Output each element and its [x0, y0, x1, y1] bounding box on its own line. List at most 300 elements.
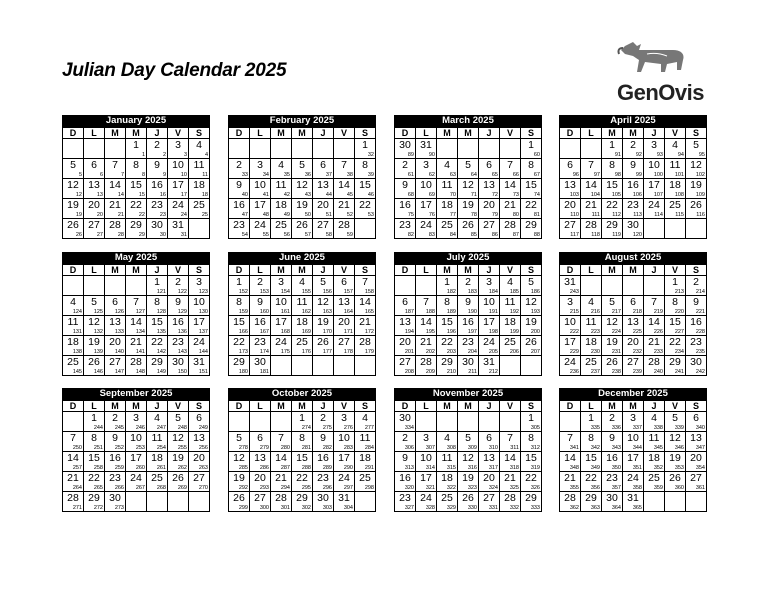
julian-day: 309	[467, 445, 477, 451]
day-cell	[250, 199, 271, 219]
day-number: 22	[296, 472, 308, 484]
day-number: 17	[193, 316, 205, 328]
day-cell	[168, 432, 189, 452]
weekday-label: V	[665, 128, 686, 139]
day-number: 18	[275, 199, 287, 211]
empty-cell	[63, 412, 84, 432]
julian-day: 127	[135, 309, 145, 315]
day-number: 4	[196, 139, 202, 151]
day-cell	[126, 316, 147, 336]
day-cell	[334, 472, 355, 492]
julian-day: 169	[301, 329, 311, 335]
day-cell	[63, 219, 84, 239]
day-cell	[581, 296, 602, 316]
day-cell	[126, 139, 147, 159]
julian-day: 134	[135, 329, 145, 335]
day-cell	[126, 432, 147, 452]
day-number: 25	[648, 472, 660, 484]
julian-day: 328	[425, 505, 435, 511]
day-cell	[168, 336, 189, 356]
weekday-label: J	[644, 128, 665, 139]
julian-day: 34	[262, 172, 269, 178]
day-number: 12	[296, 179, 308, 191]
day-number: 25	[296, 336, 308, 348]
julian-day: 68	[407, 192, 414, 198]
day-number: 3	[567, 296, 573, 308]
day-cell	[292, 472, 313, 492]
empty-cell	[581, 276, 602, 296]
month-header: April 2025	[559, 115, 707, 127]
weekday-label: M	[623, 265, 644, 276]
day-number: 13	[399, 316, 411, 328]
julian-day: 187	[404, 309, 414, 315]
empty-cell	[229, 139, 250, 159]
julian-day: 209	[425, 369, 435, 375]
julian-day: 323	[467, 485, 477, 491]
julian-day: 336	[611, 425, 621, 431]
julian-day: 253	[135, 445, 145, 451]
day-cell	[84, 452, 105, 472]
julian-day: 342	[590, 445, 600, 451]
weekday-label: L	[581, 128, 602, 139]
weekday-label: M	[126, 401, 147, 412]
day-number: 7	[341, 159, 347, 171]
day-cell	[271, 492, 292, 512]
julian-day: 73	[512, 192, 519, 198]
weekday-label: D	[395, 128, 416, 139]
day-number: 3	[257, 159, 263, 171]
day-number: 11	[441, 179, 453, 191]
day-number: 10	[254, 179, 266, 191]
julian-day: 314	[425, 465, 435, 471]
day-cell	[395, 432, 416, 452]
empty-cell	[84, 139, 105, 159]
day-number: 28	[275, 492, 287, 504]
julian-day: 208	[404, 369, 414, 375]
day-number: 17	[420, 472, 432, 484]
day-cell	[126, 219, 147, 239]
day-number: 13	[483, 179, 495, 191]
julian-day: 341	[569, 445, 579, 451]
julian-day: 72	[491, 192, 498, 198]
day-cell	[602, 452, 623, 472]
day-number: 27	[483, 219, 495, 231]
day-cell	[168, 179, 189, 199]
julian-day: 90	[428, 152, 435, 158]
weekday-label: M	[623, 128, 644, 139]
day-number: 25	[275, 219, 287, 231]
day-number: 4	[588, 296, 594, 308]
day-cell	[292, 219, 313, 239]
day-cell	[521, 296, 542, 316]
julian-day: 350	[611, 465, 621, 471]
day-number: 15	[359, 179, 371, 191]
day-cell	[63, 356, 84, 376]
empty-cell	[313, 356, 334, 376]
empty-cell	[105, 276, 126, 296]
day-cell	[581, 452, 602, 472]
day-cell	[105, 336, 126, 356]
day-number: 29	[88, 492, 100, 504]
day-number: 24	[483, 336, 495, 348]
day-cell	[292, 179, 313, 199]
day-cell	[313, 336, 334, 356]
empty-cell	[84, 276, 105, 296]
day-number: 7	[651, 296, 657, 308]
day-cell	[84, 492, 105, 512]
day-cell	[623, 412, 644, 432]
day-cell	[437, 432, 458, 452]
day-number: 27	[338, 336, 350, 348]
day-number: 29	[525, 219, 537, 231]
day-cell	[126, 179, 147, 199]
julian-day: 195	[425, 329, 435, 335]
julian-day: 227	[674, 329, 684, 335]
day-number: 16	[233, 199, 245, 211]
day-number: 10	[483, 296, 495, 308]
weekday-label: M	[602, 128, 623, 139]
day-number: 29	[606, 219, 618, 231]
day-cell	[665, 336, 686, 356]
julian-day: 308	[446, 445, 456, 451]
day-cell	[479, 276, 500, 296]
day-cell	[189, 139, 210, 159]
day-number: 16	[462, 316, 474, 328]
weekday-label: M	[437, 265, 458, 276]
julian-day: 286	[259, 465, 269, 471]
logo-text: GenOvis	[617, 80, 704, 105]
day-cell	[623, 219, 644, 239]
empty-cell	[521, 356, 542, 376]
julian-day: 119	[612, 232, 621, 238]
day-cell	[271, 276, 292, 296]
day-number: 17	[420, 199, 432, 211]
day-cell	[458, 296, 479, 316]
julian-day: 357	[611, 485, 621, 491]
julian-day: 154	[280, 289, 290, 295]
day-number: 9	[402, 179, 408, 191]
julian-day: 46	[367, 192, 374, 198]
day-number: 8	[528, 432, 534, 444]
day-number: 31	[483, 356, 495, 368]
julian-day: 300	[259, 505, 269, 511]
day-cell	[665, 356, 686, 376]
day-cell	[105, 432, 126, 452]
day-number: 14	[359, 296, 371, 308]
day-number: 26	[172, 472, 184, 484]
month-6	[228, 252, 376, 376]
julian-day: 43	[304, 192, 311, 198]
day-cell	[355, 296, 376, 316]
day-number: 25	[441, 219, 453, 231]
day-number: 23	[317, 472, 329, 484]
day-cell	[189, 336, 210, 356]
julian-day: 250	[72, 445, 82, 451]
day-cell	[105, 356, 126, 376]
day-number: 5	[465, 159, 471, 171]
julian-day: 299	[238, 505, 248, 511]
day-cell	[686, 336, 707, 356]
day-number: 9	[630, 159, 636, 171]
day-cell	[189, 356, 210, 376]
day-number: 16	[109, 452, 121, 464]
day-cell	[437, 179, 458, 199]
weekday-label: S	[686, 128, 707, 139]
day-number: 22	[525, 472, 537, 484]
empty-cell	[602, 276, 623, 296]
day-cell	[644, 199, 665, 219]
julian-day: 21	[117, 212, 124, 218]
julian-day: 128	[156, 309, 166, 315]
month-10	[228, 388, 376, 512]
day-cell	[229, 452, 250, 472]
day-cell	[147, 356, 168, 376]
day-number: 27	[399, 356, 411, 368]
julian-day: 344	[632, 445, 642, 451]
day-cell	[250, 316, 271, 336]
day-number: 21	[564, 472, 576, 484]
day-cell	[63, 316, 84, 336]
day-number: 18	[585, 336, 597, 348]
day-number: 22	[359, 199, 371, 211]
empty-cell	[229, 412, 250, 432]
day-number: 14	[67, 452, 79, 464]
day-cell	[229, 159, 250, 179]
day-number: 4	[444, 159, 450, 171]
day-number: 19	[669, 452, 681, 464]
day-cell	[500, 452, 521, 472]
day-cell	[189, 296, 210, 316]
day-cell	[395, 219, 416, 239]
julian-day: 130	[198, 309, 208, 315]
julian-day: 175	[280, 349, 290, 355]
julian-day: 353	[674, 465, 684, 471]
day-number: 22	[233, 336, 245, 348]
day-cell	[168, 159, 189, 179]
weekday-label: V	[334, 401, 355, 412]
day-cell	[686, 412, 707, 432]
day-cell	[644, 316, 665, 336]
day-cell	[623, 296, 644, 316]
day-cell	[602, 492, 623, 512]
day-number: 5	[70, 159, 76, 171]
julian-day: 226	[653, 329, 663, 335]
day-cell	[521, 139, 542, 159]
day-number: 24	[130, 472, 142, 484]
day-cell	[581, 492, 602, 512]
day-number: 17	[130, 452, 142, 464]
julian-day: 52	[346, 212, 353, 218]
day-number: 21	[275, 472, 287, 484]
month-grid	[228, 127, 376, 239]
day-number: 11	[441, 452, 453, 464]
day-number: 7	[567, 432, 573, 444]
empty-cell	[250, 412, 271, 432]
day-cell	[458, 159, 479, 179]
day-number: 10	[193, 296, 205, 308]
day-number: 3	[423, 159, 429, 171]
julian-day: 36	[304, 172, 311, 178]
day-cell	[560, 356, 581, 376]
julian-day: 62	[428, 172, 435, 178]
julian-day: 236	[569, 369, 579, 375]
day-number: 23	[109, 472, 121, 484]
julian-day: 178	[343, 349, 353, 355]
julian-day: 27	[96, 232, 103, 238]
day-number: 10	[648, 159, 660, 171]
day-number: 2	[402, 159, 408, 171]
day-number: 20	[317, 199, 329, 211]
day-number: 28	[109, 219, 121, 231]
julian-day: 271	[72, 505, 82, 511]
day-cell	[665, 199, 686, 219]
day-number: 6	[630, 296, 636, 308]
month-header: June 2025	[228, 252, 376, 264]
day-number: 16	[627, 179, 639, 191]
julian-day: 239	[632, 369, 642, 375]
weekday-label: M	[105, 265, 126, 276]
day-cell	[250, 276, 271, 296]
day-number: 9	[465, 296, 471, 308]
day-number: 31	[338, 492, 350, 504]
julian-day: 113	[633, 212, 642, 218]
day-number: 30	[627, 219, 639, 231]
day-cell	[63, 452, 84, 472]
julian-day: 50	[304, 212, 311, 218]
day-cell	[126, 472, 147, 492]
weekday-label: J	[644, 401, 665, 412]
julian-day: 251	[93, 445, 103, 451]
weekday-label: M	[105, 401, 126, 412]
day-cell	[271, 296, 292, 316]
julian-day: 7	[120, 172, 124, 178]
day-cell	[500, 296, 521, 316]
julian-day: 180	[238, 369, 248, 375]
julian-day: 223	[590, 329, 600, 335]
day-cell	[334, 432, 355, 452]
julian-day: 135	[156, 329, 166, 335]
day-cell	[189, 199, 210, 219]
month-grid	[559, 127, 707, 239]
day-number: 2	[175, 276, 181, 288]
julian-day: 92	[635, 152, 642, 158]
day-cell	[521, 159, 542, 179]
day-number: 3	[175, 139, 181, 151]
julian-day: 79	[491, 212, 498, 218]
julian-day: 247	[156, 425, 166, 431]
julian-day: 343	[611, 445, 621, 451]
day-cell	[395, 412, 416, 432]
weekday-label: L	[581, 265, 602, 276]
day-number: 14	[504, 179, 516, 191]
day-number: 15	[151, 316, 163, 328]
weekday-label: V	[665, 401, 686, 412]
day-number: 28	[130, 356, 142, 368]
julian-day: 190	[467, 309, 477, 315]
day-number: 20	[193, 452, 205, 464]
day-number: 19	[462, 472, 474, 484]
day-number: 4	[154, 412, 160, 424]
day-cell	[602, 139, 623, 159]
julian-day: 188	[425, 309, 435, 315]
day-cell	[189, 452, 210, 472]
day-cell	[313, 219, 334, 239]
julian-day: 139	[93, 349, 103, 355]
julian-day: 296	[322, 485, 332, 491]
julian-day: 15	[138, 192, 145, 198]
day-number: 21	[109, 199, 121, 211]
day-cell	[458, 199, 479, 219]
day-number: 19	[525, 316, 537, 328]
day-number: 27	[109, 356, 121, 368]
day-number: 3	[278, 276, 284, 288]
julian-day: 174	[259, 349, 269, 355]
day-cell	[521, 276, 542, 296]
day-cell	[458, 432, 479, 452]
day-cell	[168, 356, 189, 376]
day-number: 8	[154, 296, 160, 308]
day-cell	[602, 472, 623, 492]
day-number: 31	[193, 356, 205, 368]
julian-day: 91	[614, 152, 621, 158]
julian-day: 9	[162, 172, 166, 178]
day-cell	[416, 159, 437, 179]
day-number: 14	[564, 452, 576, 464]
day-number: 28	[564, 492, 576, 504]
day-cell	[313, 412, 334, 432]
day-number: 10	[172, 159, 184, 171]
month-3	[394, 115, 542, 239]
day-cell	[189, 159, 210, 179]
day-cell	[84, 472, 105, 492]
day-number: 2	[693, 276, 699, 288]
day-cell	[334, 276, 355, 296]
day-cell	[313, 452, 334, 472]
day-number: 2	[112, 412, 118, 424]
month-grid	[394, 400, 542, 512]
day-number: 17	[275, 316, 287, 328]
julian-day: 17	[180, 192, 187, 198]
day-number: 22	[525, 199, 537, 211]
empty-cell	[126, 276, 147, 296]
day-cell	[395, 139, 416, 159]
empty-cell	[355, 219, 376, 239]
julian-day: 93	[656, 152, 663, 158]
weekday-label: M	[292, 265, 313, 276]
day-cell	[665, 296, 686, 316]
day-number: 25	[669, 199, 681, 211]
day-number: 24	[275, 336, 287, 348]
julian-day: 167	[259, 329, 269, 335]
day-number: 22	[669, 336, 681, 348]
day-cell	[437, 356, 458, 376]
day-cell	[313, 492, 334, 512]
weekday-label: M	[437, 401, 458, 412]
empty-cell	[686, 492, 707, 512]
julian-day: 16	[159, 192, 166, 198]
day-number: 17	[648, 179, 660, 191]
julian-day: 268	[156, 485, 166, 491]
day-number: 18	[441, 472, 453, 484]
julian-day: 98	[614, 172, 621, 178]
julian-day: 211	[468, 369, 477, 375]
julian-day: 56	[283, 232, 290, 238]
day-number: 6	[341, 276, 347, 288]
day-cell	[355, 432, 376, 452]
day-cell	[581, 316, 602, 336]
julian-day: 64	[470, 172, 477, 178]
day-cell	[644, 432, 665, 452]
